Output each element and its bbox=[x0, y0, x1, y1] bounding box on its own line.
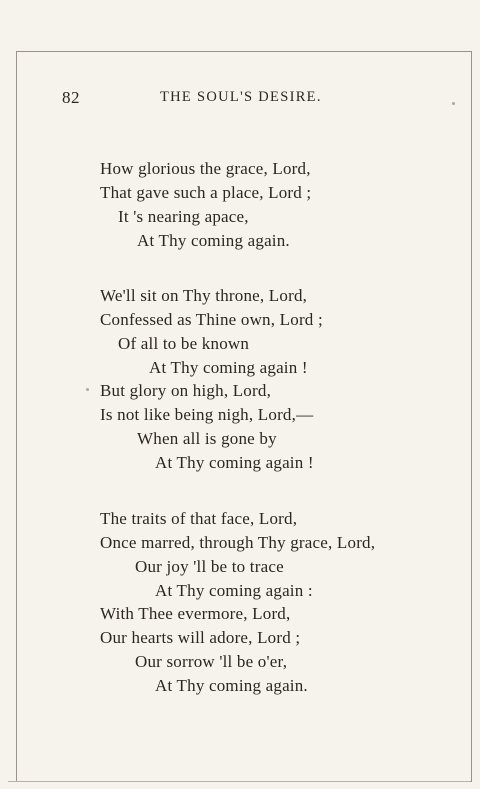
poem-line: Of all to be known bbox=[118, 334, 250, 353]
poem-line: How glorious the grace, Lord, bbox=[100, 159, 311, 178]
poem-line: The traits of that face, Lord, bbox=[100, 509, 298, 528]
poem-line: At Thy coming again ! bbox=[155, 453, 314, 472]
poem-line: At Thy coming again. bbox=[137, 231, 290, 250]
running-title: THE SOUL'S DESIRE. bbox=[160, 89, 322, 105]
poem-line: It 's nearing apace, bbox=[118, 207, 249, 226]
poem-line: At Thy coming again ! bbox=[149, 358, 308, 377]
poem-line: At Thy coming again : bbox=[155, 581, 313, 600]
poem-line: With Thee evermore, Lord, bbox=[100, 604, 291, 623]
poem-line: When all is gone by bbox=[137, 429, 277, 448]
poem-line: Once marred, through Thy grace, Lord, bbox=[100, 533, 376, 552]
poem-line: Is not like being nigh, Lord,— bbox=[100, 405, 314, 424]
poem-line: At Thy coming again. bbox=[155, 676, 308, 695]
poem-line: That gave such a place, Lord ; bbox=[100, 183, 312, 202]
poem-line: We'll sit on Thy throne, Lord, bbox=[100, 286, 308, 305]
poem-line: Our sorrow 'll be o'er, bbox=[135, 652, 288, 671]
poem-line: Confessed as Thine own, Lord ; bbox=[100, 310, 323, 329]
poem-line: Our hearts will adore, Lord ; bbox=[100, 628, 301, 647]
page-number: 82 bbox=[62, 88, 80, 107]
poem-line: But glory on high, Lord, bbox=[100, 381, 272, 400]
poem-line: Our joy 'll be to trace bbox=[135, 557, 284, 576]
